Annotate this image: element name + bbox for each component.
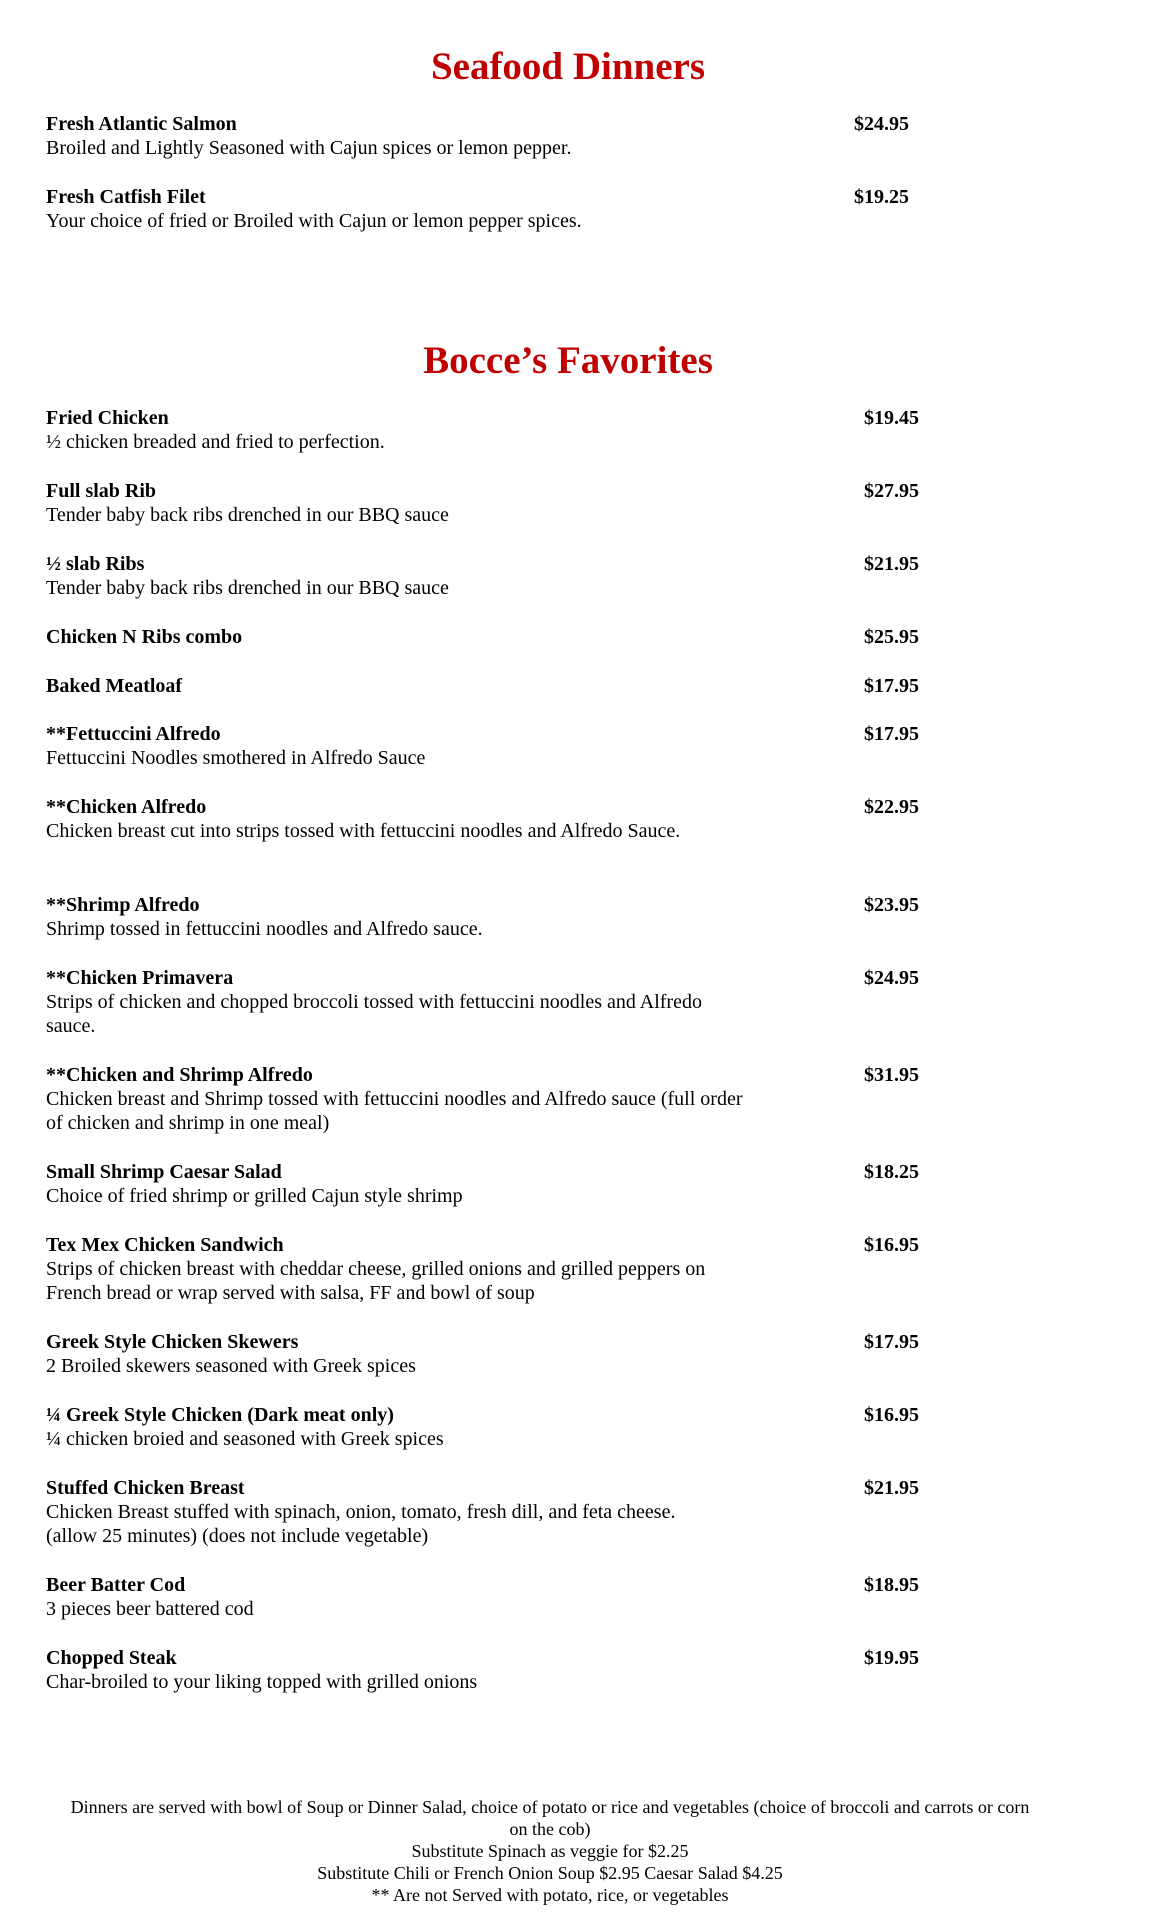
menu-item-description: Chicken Breast stuffed with spinach, onion, tomato, fresh dill, and feta cheese. (allow 25 minutes) (does not include vegetable) — [46, 1501, 676, 1547]
menu-item-price: $18.25 — [864, 1161, 919, 1183]
menu-footer-notes — [60, 1796, 1040, 1906]
menu-item — [46, 185, 1126, 233]
menu-item — [46, 479, 1126, 527]
menu-item-price: $24.95 — [854, 113, 909, 135]
menu-item-name: Greek Style Chicken Skewers — [46, 1331, 299, 1353]
menu-item-price: $23.95 — [864, 894, 919, 916]
menu-item-name: Stuffed Chicken Breast — [46, 1477, 245, 1499]
menu-item-price: $17.95 — [864, 1331, 919, 1353]
menu-item — [46, 112, 1126, 160]
menu-item-name: **Chicken and Shrimp Alfredo — [46, 1064, 313, 1086]
menu-item — [46, 674, 1126, 698]
menu-item-price: $17.95 — [864, 723, 919, 745]
menu-item-price: $31.95 — [864, 1064, 919, 1086]
menu-item-name: **Shrimp Alfredo — [46, 894, 200, 916]
menu-item-price: $16.95 — [864, 1234, 919, 1256]
menu-item-description: Shrimp tossed in fettuccini noodles and Alfredo sauce. — [46, 918, 483, 940]
menu-item-description: Tender baby back ribs drenched in our BBQ sauce — [46, 577, 449, 599]
menu-item — [46, 1403, 1126, 1451]
favorites-section-title: Bocce’s Favorites — [423, 339, 713, 382]
menu-item-description: ¼ chicken broied and seasoned with Greek spices — [46, 1428, 444, 1450]
footer-note-soup-substitute: Substitute Chili or French Onion Soup $2.95 Caesar Salad $4.25 — [317, 1863, 783, 1883]
menu-item-description: Tender baby back ribs drenched in our BBQ sauce — [46, 504, 449, 526]
menu-item-description: Chicken breast and Shrimp tossed with fettuccini noodles and Alfredo sauce (full order of chicken and shrimp in one meal) — [46, 1088, 743, 1134]
menu-item-description: 2 Broiled skewers seasoned with Greek spices — [46, 1355, 416, 1377]
menu-item-price: $22.95 — [864, 796, 919, 818]
menu-item-name: **Fettuccini Alfredo — [46, 723, 221, 745]
menu-item-description: Fettuccini Noodles smothered in Alfredo Sauce — [46, 747, 426, 769]
menu-item-description: Char-broiled to your liking topped with grilled onions — [46, 1671, 478, 1693]
menu-item-description: Your choice of fried or Broiled with Cajun or lemon pepper spices. — [46, 210, 582, 232]
menu-item — [46, 625, 1126, 649]
menu-item-name: Baked Meatloaf — [46, 675, 183, 697]
menu-item-name: **Chicken Primavera — [46, 967, 234, 989]
menu-item-name: Fresh Catfish Filet — [46, 186, 206, 208]
menu-item-name: Fried Chicken — [46, 407, 169, 429]
menu-item-price: $19.25 — [854, 186, 909, 208]
menu-item — [46, 1646, 1126, 1694]
menu-item-name: ¼ Greek Style Chicken (Dark meat only) — [46, 1404, 394, 1426]
menu-item-price: $17.95 — [864, 675, 919, 697]
menu-item-description: 3 pieces beer battered cod — [46, 1598, 254, 1620]
menu-item — [46, 966, 1126, 1038]
menu-item-price: $25.95 — [864, 626, 919, 648]
menu-item-name: Beer Batter Cod — [46, 1574, 186, 1596]
menu-item-price: $19.45 — [864, 407, 919, 429]
menu-item-description: ½ chicken breaded and fried to perfection. — [46, 431, 385, 453]
menu-item-name: Small Shrimp Caesar Salad — [46, 1161, 282, 1183]
menu-item — [46, 1063, 1126, 1135]
menu-item — [46, 1233, 1126, 1305]
seafood-section-title: Seafood Dinners — [430, 45, 706, 88]
menu-item-description: Broiled and Lightly Seasoned with Cajun spices or lemon pepper. — [46, 137, 572, 159]
menu-item — [46, 1330, 1126, 1378]
menu-item — [46, 552, 1126, 600]
menu-item-price: $16.95 — [864, 1404, 919, 1426]
menu-item-name: **Chicken Alfredo — [46, 796, 207, 818]
menu-item — [46, 1573, 1126, 1621]
footer-note-sides: Dinners are served with bowl of Soup or Dinner Salad, choice of potato or rice and vegetables (choice of broccoli and carrots or corn on the cob) — [70, 1797, 1030, 1839]
menu-item-price: $18.95 — [864, 1574, 919, 1596]
menu-item-name: Fresh Atlantic Salmon — [46, 113, 237, 135]
menu-item-name: Chopped Steak — [46, 1647, 177, 1669]
menu-item-name: Full slab Rib — [46, 480, 157, 502]
menu-item-price: $27.95 — [864, 480, 919, 502]
menu-item-description: Strips of chicken and chopped broccoli tossed with fettuccini noodles and Alfredo sauce. — [46, 991, 702, 1037]
menu-item-name: ½ slab Ribs — [46, 553, 145, 575]
menu-item-name: Tex Mex Chicken Sandwich — [46, 1234, 284, 1256]
menu-item-price: $24.95 — [864, 967, 919, 989]
menu-item-price: $19.95 — [864, 1647, 919, 1669]
menu-item — [46, 1476, 1126, 1548]
menu-item — [46, 406, 1126, 454]
menu-item-description: Choice of fried shrimp or grilled Cajun style shrimp — [46, 1185, 463, 1207]
menu-item — [46, 795, 1126, 843]
menu-item-description: Chicken breast cut into strips tossed with fettuccini noodles and Alfredo Sauce. — [46, 820, 681, 842]
menu-item-name: Chicken N Ribs combo — [46, 626, 243, 648]
menu-item-description: Strips of chicken breast with cheddar cheese, grilled onions and grilled peppers on French bread or wrap served with salsa, FF and bowl of soup — [46, 1258, 706, 1304]
menu-item — [46, 1160, 1126, 1208]
menu-item — [46, 722, 1126, 770]
footer-note-asterisk: ** Are not Served with potato, rice, or vegetables — [371, 1885, 729, 1905]
menu-item — [46, 893, 1126, 941]
menu-item-price: $21.95 — [864, 1477, 919, 1499]
footer-note-spinach: Substitute Spinach as veggie for $2.25 — [411, 1841, 689, 1861]
menu-item-price: $21.95 — [864, 553, 919, 575]
